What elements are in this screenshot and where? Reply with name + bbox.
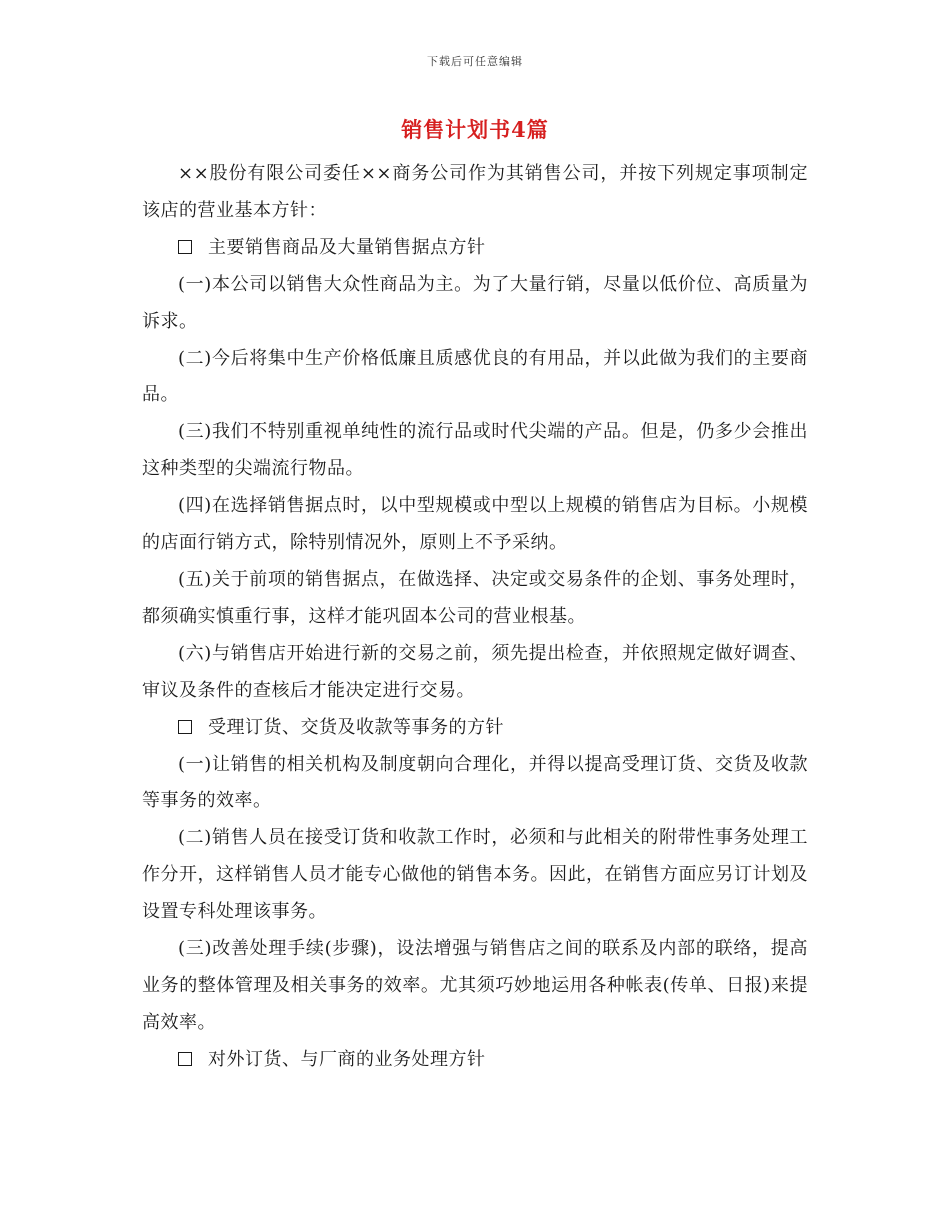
list-item: (二)销售人员在接受订货和收款工作时，必须和与此相关的附带性事务处理工作分开，这样销售人员才能专心做他的销售本务。因此，在销售方面应另订计划及设置专科处理该事务。 [142,827,808,923]
checkbox-icon [178,720,192,734]
list-item: (六)与销售店开始进行新的交易之前，须先提出检查，并依照规定做好调查、审议及条件的查核后才能决定进行交易。 [142,642,808,701]
section-heading-1 [142,230,808,267]
checkbox-icon [178,240,192,254]
document-body [142,156,808,1079]
list-item: (五)关于前项的销售据点，在做选择、决定或交易条件的企划、事务处理时，都须确实慎重行事，这样才能巩固本公司的营业根基。 [142,568,808,627]
section-heading-text: 主要销售商品及大量销售据点方针 [208,236,486,258]
list-item: (一)本公司以销售大众性商品为主。为了大量行销，尽量以低价位、高质量为诉求。 [142,273,808,332]
intro-paragraph: ××股份有限公司委任××商务公司作为其销售公司，并按下列规定事项制定该店的营业基本方针： [142,163,808,221]
document-title: 销售计划书4篇 [401,117,549,142]
list-item: (二)今后将集中生产价格低廉且质感优良的有用品，并以此做为我们的主要商品。 [142,347,808,406]
header-note: 下载后可任意编辑 [427,55,523,68]
list-item: (三)我们不特别重视单纯性的流行品或时代尖端的产品。但是，仍多少会推出这种类型的尖端流行物品。 [142,421,808,480]
section-heading-text: 受理订货、交货及收款等事务的方针 [208,716,504,738]
list-item: (三)改善处理手续(步骤)，设法增强与销售店之间的联系及内部的联络，提高业务的整体管理及相关事务的效率。尤其须巧妙地运用各种帐表(传单、日报)来提高效率。 [142,938,808,1033]
list-item: (一)让销售的相关机构及制度朝向合理化，并得以提高受理订货、交货及收款等事务的效率。 [142,753,808,812]
list-item: (四)在选择销售据点时，以中型规模或中型以上规模的销售店为目标。小规模的店面行销方式，除特别情况外，原则上不予采纳。 [142,495,808,554]
checkbox-icon [178,1052,192,1066]
section-heading-text: 对外订货、与厂商的业务处理方针 [208,1048,486,1070]
section-heading-3 [142,1042,808,1079]
section-heading-2 [142,710,808,747]
